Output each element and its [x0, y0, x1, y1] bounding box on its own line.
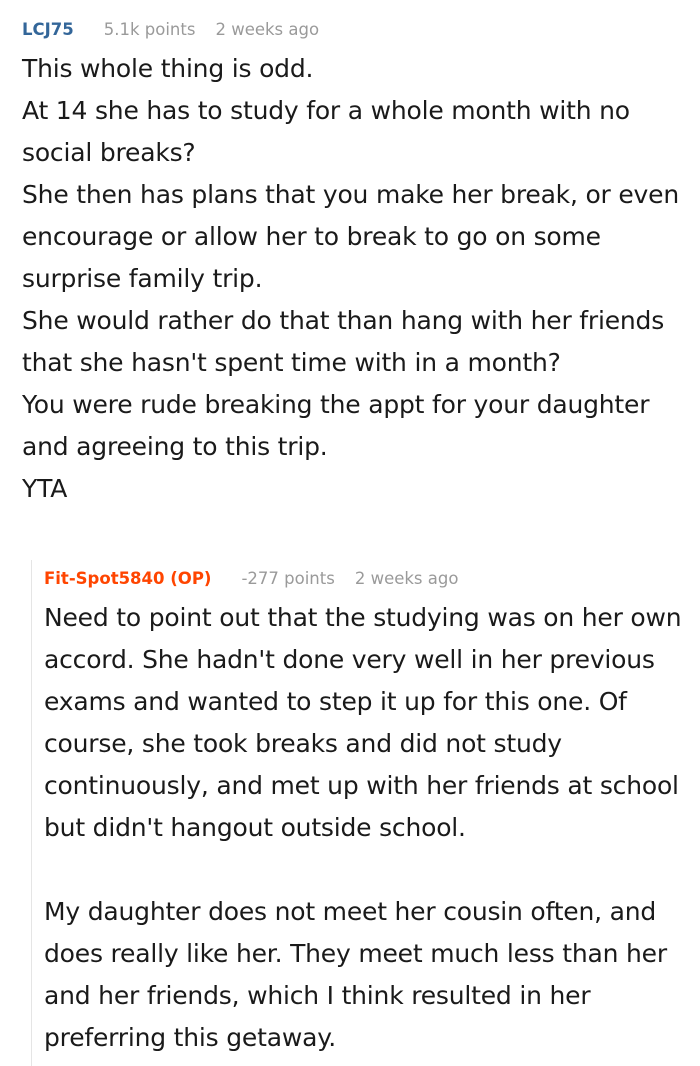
comment-line: She would rather do that than hang with her friends that she hasn't spent time with in a month?	[22, 306, 665, 377]
comment-line: You were rude breaking the appt for your daughter and agreeing to this trip.	[22, 390, 650, 461]
reply-body	[44, 597, 684, 1059]
comment-meta	[22, 20, 319, 39]
reply-author-link[interactable]: Fit-Spot5840 (OP)	[44, 569, 212, 588]
reply-thread-line[interactable]	[31, 560, 32, 1066]
comment-line: YTA	[22, 474, 68, 503]
comment-timestamp[interactable]: 2 weeks ago	[215, 20, 320, 39]
reply-paragraph: My daughter does not meet her cousin often, and does really like her. They meet much less than her and her friends, which I think resulted in her preferring this getaway.	[44, 897, 667, 1052]
comment-line: She then has plans that you make her break, or even encourage or allow her to break to go on some surprise family trip.	[22, 180, 679, 293]
comment-author-link[interactable]: LCJ75	[22, 20, 74, 39]
reply-timestamp[interactable]: 2 weeks ago	[354, 569, 459, 588]
reply-paragraph: Need to point out that the studying was on her own accord. She hadn't done very well in her previous exams and wanted to step it up for this one. Of course, she took breaks and did not study continuously, and met up with her friends at school but didn't hangout outside school.	[44, 603, 682, 842]
reply-meta	[44, 569, 458, 588]
comment-line: At 14 she has to study for a whole month with no social breaks?	[22, 96, 630, 167]
comment-points: 5.1k points	[103, 20, 196, 39]
reply-points: -277 points	[241, 569, 335, 588]
comment-body	[22, 48, 682, 510]
comment-line: This whole thing is odd.	[22, 54, 314, 83]
